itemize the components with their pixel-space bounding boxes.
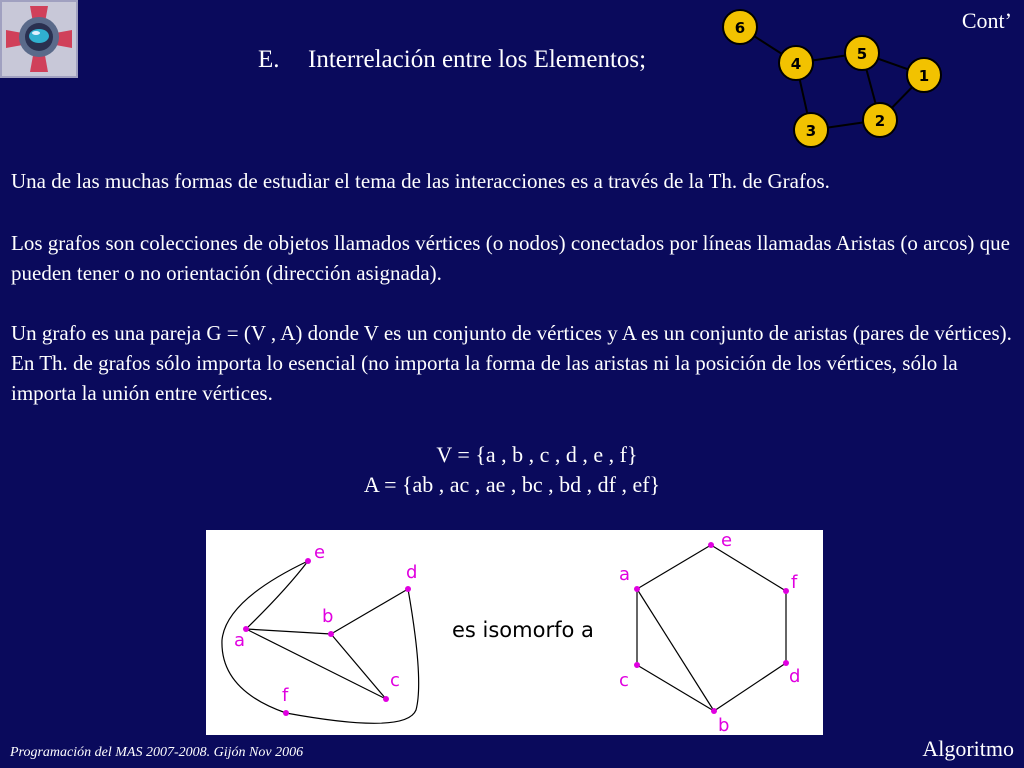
continuation-label: Cont’ (961, 8, 1012, 33)
brand-label: Algoritmo (922, 736, 1014, 761)
vertex-set: V = {a , b , c , d , e , f} (436, 442, 638, 467)
svg-text:a: a (619, 564, 631, 585)
graph-node-3 (794, 113, 828, 147)
paragraph-definition: Los grafos son colecciones de objetos llamados vértices (o nodos) conectados por líneas llamadas Aristas (o arcos) que pueden tener o no orientación (dirección asignada). (11, 231, 1010, 285)
svg-text:b: b (322, 606, 334, 627)
isomorphism-figure (206, 530, 823, 735)
graph-node-2 (863, 103, 897, 137)
svg-text:1: 1 (918, 67, 930, 85)
isomorphic-text: es isomorfo a (452, 618, 594, 642)
graph-node-5 (845, 36, 879, 70)
svg-text:5: 5 (856, 45, 868, 63)
svg-text:b: b (718, 715, 730, 735)
svg-text:c: c (619, 670, 629, 691)
svg-text:f: f (282, 685, 289, 706)
paragraph-formal: Un grafo es una pareja G = (V , A) donde V es un conjunto de vértices y A es un conjunto de aristas (pares de vértices). En Th. de grafos sólo importa lo esencial (no importa la forma de las aristas ni la posición de los vértices, sólo la importa la unión entre vértices. (11, 321, 1012, 405)
svg-text:c: c (390, 670, 400, 691)
graph-node-6 (723, 10, 757, 44)
svg-text:d: d (789, 666, 801, 687)
svg-text:f: f (791, 572, 798, 593)
footer-credit: Programación del MAS 2007-2008. Gijón Nov 2006 (10, 745, 304, 760)
svg-text:3: 3 (805, 122, 817, 140)
svg-text:a: a (234, 630, 246, 651)
section-number: E. (258, 46, 280, 73)
svg-text:e: e (721, 530, 733, 551)
svg-text:2: 2 (874, 112, 886, 130)
svg-text:4: 4 (790, 55, 802, 73)
logo-icon (0, 0, 78, 78)
numbered-graph (712, 0, 952, 150)
section-heading (258, 46, 646, 74)
edge-set: A = {ab , ac , ae , bc , bd , df , ef} (363, 472, 661, 497)
svg-text:e: e (314, 542, 326, 563)
section-title: Interrelación entre los Elementos; (308, 46, 647, 73)
paragraph-intro: Una de las muchas formas de estudiar el tema de las interacciones es a través de la Th. de Grafos. (11, 169, 830, 193)
graph-node-4 (779, 46, 813, 80)
graph-node-1 (907, 58, 941, 92)
svg-text:6: 6 (734, 19, 746, 37)
svg-text:d: d (406, 562, 418, 583)
